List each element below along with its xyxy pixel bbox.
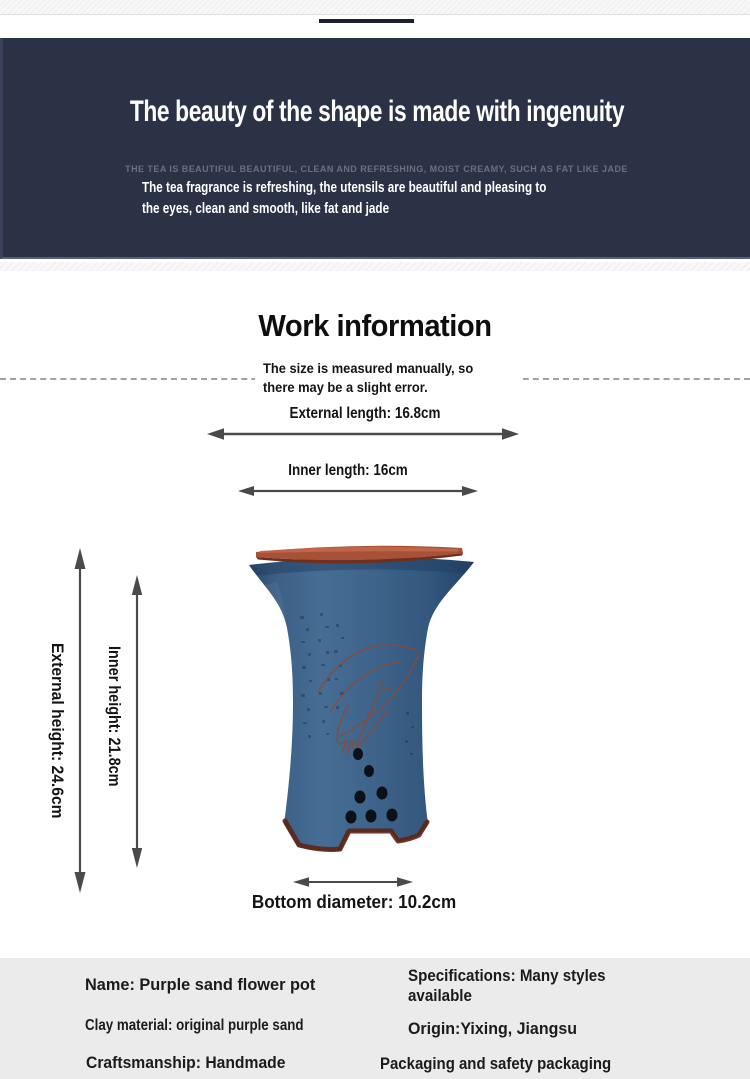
- pot-body: [249, 557, 474, 851]
- specs-section: [0, 958, 750, 1079]
- spec-origin: Origin:Yixing, Jiangsu: [408, 1019, 577, 1038]
- spec-name: Name: Purple sand flower pot: [85, 975, 316, 994]
- spec-clay-material: Clay material: original purple sand: [85, 1017, 304, 1034]
- bottom-diameter-label: Bottom diameter: 10.2cm: [251, 892, 457, 912]
- inner-height-label: Inner height: 21.8cm: [105, 646, 124, 787]
- external-height-arrow: [75, 548, 86, 893]
- size-disclaimer: [255, 356, 523, 402]
- spec-craftsmanship: Craftsmanship: Handmade: [86, 1054, 286, 1072]
- pot-illustration: [230, 540, 490, 860]
- size-disclaimer-line: there may be a slight error.: [263, 379, 428, 395]
- spec-packaging: Packaging and safety packaging: [380, 1054, 612, 1073]
- hero-description: [142, 177, 660, 219]
- external-length-arrow: [207, 428, 519, 440]
- bottom-diameter-arrow: [293, 877, 413, 886]
- top-texture-strip: [0, 0, 750, 15]
- external-height-label: External height: 24.6cm: [48, 643, 67, 819]
- external-length-label: External length: 16.8cm: [289, 405, 441, 422]
- inner-length-label: Inner length: 16cm: [288, 462, 408, 479]
- inner-length-arrow: [238, 486, 478, 496]
- hero-title: The beauty of the shape is made with ingenuity: [129, 95, 624, 128]
- inner-height-arrow: [132, 575, 142, 868]
- hero-description-line: The tea fragrance is refreshing, the utensils are beautiful and pleasing to: [142, 179, 547, 196]
- scroll-tab-indicator: [319, 19, 414, 23]
- work-information-heading: Work information: [258, 308, 492, 343]
- hero-tagline: THE TEA IS BEAUTIFUL BEAUTIFUL, CLEAN AND REFRESHING, MOIST CREAMY, SUCH AS FAT LIKE JADE: [125, 164, 628, 174]
- hero-bottom-texture-strip: [0, 262, 750, 271]
- hero-description-line: the eyes, clean and smooth, like fat and jade: [142, 200, 390, 217]
- hero-banner: [0, 38, 750, 259]
- size-disclaimer-line: The size is measured manually, so: [263, 360, 474, 376]
- spec-specifications: Specifications: Many styles available: [408, 966, 606, 1005]
